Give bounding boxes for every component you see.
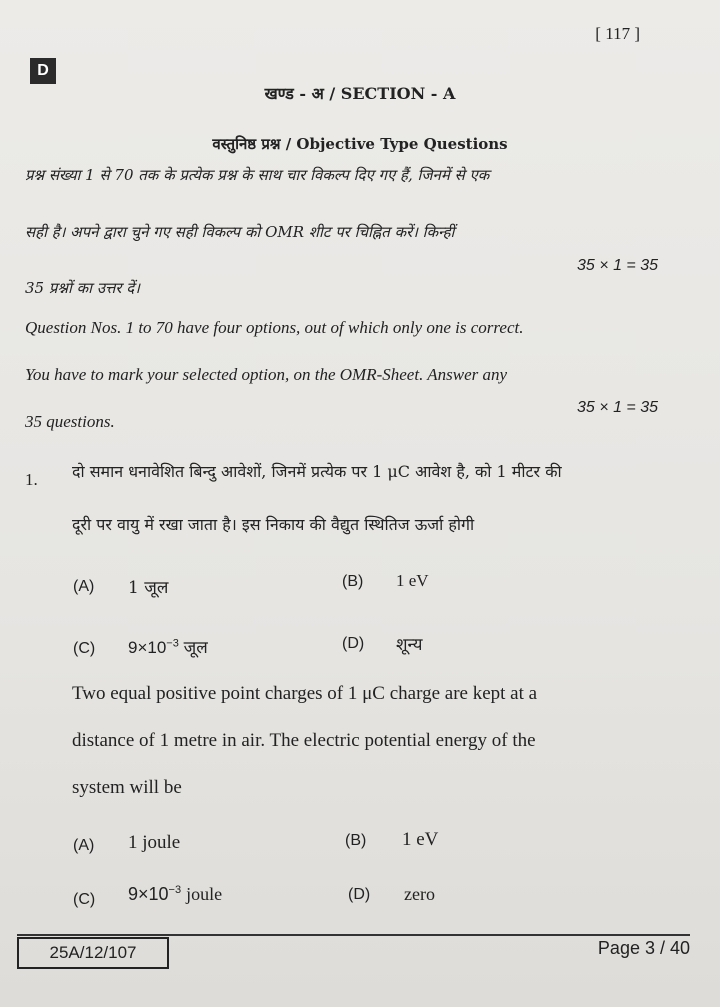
hi-option-c-label: (C) <box>73 640 96 657</box>
question-hi-line2: दूरी पर वायु में रखा जाता है। इस निकाय की वैद्युत स्थितिज ऊर्जा होगी <box>72 515 475 534</box>
hi-option-a-text: 1 जूल <box>128 578 169 598</box>
hi-option-b-label: (B) <box>342 573 364 590</box>
question-hi-line1: दो समान धनावेशित बिन्दु आवेशों, जिनमें प्रत्येक पर 1 μC आवेश है, को 1 मीटर की <box>72 462 562 481</box>
en-option-c-text: $9\times 10^{-3}$ joule <box>128 884 223 904</box>
en-option-a-label: (A) <box>73 837 95 854</box>
question-en-line2: distance of 1 metre in air. The electric potential energy of the <box>72 730 536 751</box>
question-en-line3: system will be <box>72 777 182 798</box>
marks-en: 35 × 1 = 35 <box>577 399 658 416</box>
instructions-en-line3: 35 questions. <box>25 412 115 431</box>
section-title: खण्ड - अ / SECTION - A <box>264 84 456 103</box>
hi-option-b-text: 1 eV <box>396 571 429 590</box>
en-option-b-text: 1 eV <box>402 829 439 850</box>
objective-title: वस्तुनिष्ठ प्रश्न / Objective Type Questions <box>212 135 508 153</box>
paper-code: 25A/12/107 <box>17 937 169 969</box>
en-option-c-label: (C) <box>73 891 96 908</box>
hi-option-a-label: (A) <box>73 578 95 595</box>
page-number: Page 3 / 40 <box>597 938 690 958</box>
en-option-b-label: (B) <box>345 832 367 849</box>
en-option-d-text: zero <box>404 884 435 904</box>
en-option-a-text: 1 joule <box>128 832 181 853</box>
en-option-d-label: (D) <box>348 886 371 903</box>
instructions-hi-line1: प्रश्न संख्या 1 से 70 तक के प्रत्येक प्रश्न के साथ चार विकल्प दिए गए हैं, जिनमें से एक <box>25 166 490 184</box>
question-number: 1. <box>25 470 38 489</box>
instructions-en-line1: Question Nos. 1 to 70 have four options, out of which only one is correct. <box>25 318 524 337</box>
hi-option-c-text: $9\times 10^{-3}$ जूल <box>128 637 208 658</box>
instructions-hi-line2: सही है। अपने द्वारा चुने गए सही विकल्प को OMR शीट पर चिह्नित करें। किन्हीं <box>25 223 455 241</box>
instructions-hi-line3: 35 प्रश्नों का उत्तर दें। <box>25 279 140 297</box>
footer-rule <box>17 934 690 936</box>
marks-hi: 35 × 1 = 35 <box>577 257 658 274</box>
hi-option-d-text: शून्य <box>396 635 423 655</box>
question-en-line1: Two equal positive point charges of 1 μC charge are kept at a <box>72 683 538 704</box>
page-reference: [ 117 ] <box>595 24 640 43</box>
instructions-en-line2: You have to mark your selected option, on the OMR-Sheet. Answer any <box>25 365 508 384</box>
hi-option-d-label: (D) <box>342 635 365 652</box>
set-badge: D <box>30 58 56 84</box>
